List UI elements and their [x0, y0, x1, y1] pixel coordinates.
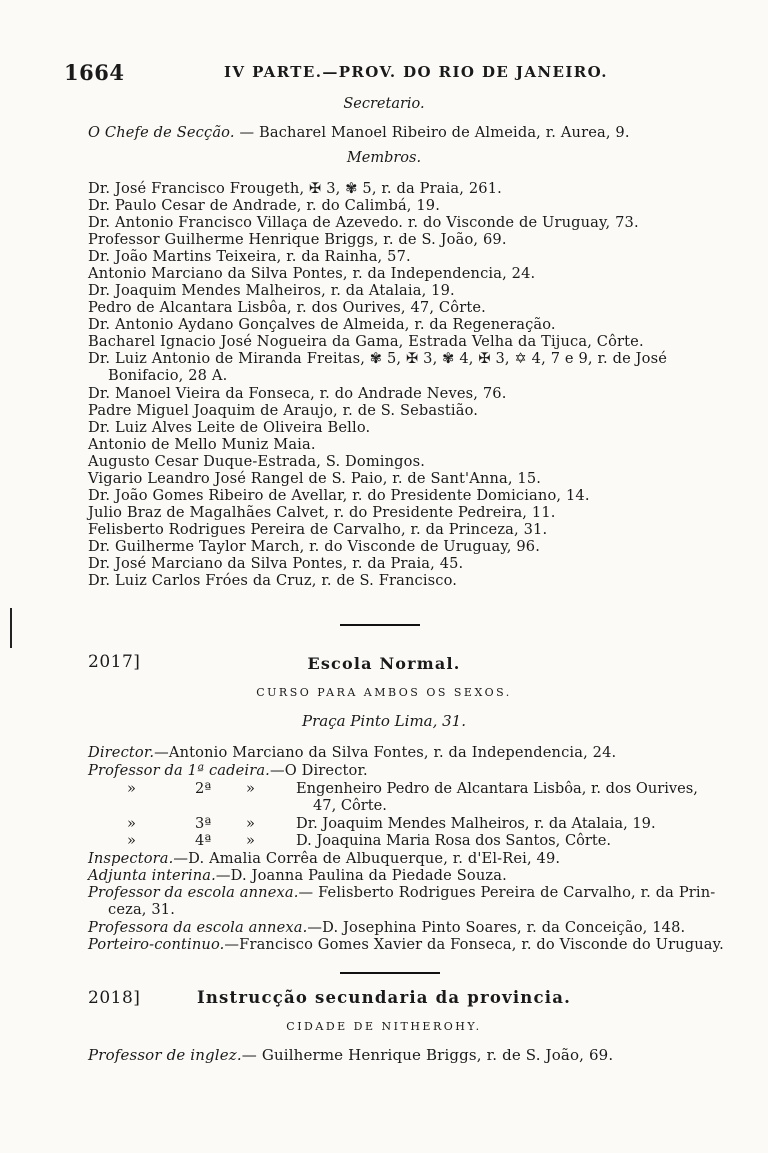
professor-4-ordinal: 4ª [195, 832, 212, 849]
list-item: Felisberto Rodrigues Pereira de Carvalho, r. da Princeza, 31. [88, 521, 548, 538]
page-number: 1664 [64, 60, 125, 85]
list-item: Augusto Cesar Duque-Estrada, S. Domingos. [88, 453, 426, 470]
ditto-mark: » [127, 815, 136, 832]
professor-annexa-text: — Felisberto Rodrigues Pereira de Carvalho, r. da Prin- [298, 884, 716, 901]
chefe-label: O Chefe de Secção. [88, 124, 235, 141]
section-subtitle: CURSO PARA AMBOS OS SEXOS. [256, 686, 512, 699]
list-item: Dr. Guilherme Taylor March, r. do Visconde de Uruguay, 96. [88, 538, 541, 555]
section-title: Instrucção secundaria da provincia. [196, 988, 572, 1007]
inspectora-line [88, 850, 560, 868]
section-subtitle: CIDADE DE NITHEROHY. [286, 1020, 482, 1033]
professora-line [88, 919, 685, 937]
adjunta-text: —D. Joanna Paulina da Piedade Souza. [215, 867, 507, 884]
ditto-mark: » [127, 832, 136, 849]
section-number: 2018] [88, 988, 141, 1008]
list-item: Dr. Luiz Alves Leite de Oliveira Bello. [88, 419, 371, 436]
professor-1-text: —O Director. [269, 762, 368, 779]
porteiro-text: —Francisco Gomes Xavier da Fonseca, r. do Visconde do Uruguay. [224, 936, 724, 953]
margin-mark [10, 608, 12, 648]
running-header: IV PARTE.—PROV. DO RIO DE JANEIRO. [224, 63, 608, 81]
list-item: Dr. Paulo Cesar de Andrade, r. do Calimbá, 19. [88, 197, 441, 214]
list-item: Dr. Joaquim Mendes Malheiros, r. da Atalaia, 19. [88, 282, 455, 299]
ditto-mark: » [246, 780, 255, 797]
professor-annexa-line [88, 884, 715, 902]
list-item: Antonio Marciano da Silva Pontes, r. da Independencia, 24. [88, 265, 536, 282]
professor-inglez-label: Professor de inglez. [88, 1046, 242, 1064]
list-item: Dr. Luiz Antonio de Miranda Freitas, ✾ 5, ✠ 3, ✾ 4, ✠ 3, ✡ 4, 7 e 9, r. de José [88, 350, 668, 367]
inspectora-text: —D. Amalia Corrêa de Albuquerque, r. d'El-Rei, 49. [173, 850, 561, 867]
chefe-text: — Bacharel Manoel Ribeiro de Almeida, r. Aurea, 9. [234, 124, 630, 141]
professor-1-label: Professor da 1ª cadeira. [88, 762, 270, 779]
professor-inglez-line [88, 1046, 613, 1064]
section-number: 2017] [88, 652, 141, 672]
chefe-line [88, 124, 630, 142]
list-item: Dr. João Martins Teixeira, r. da Rainha, 57. [88, 248, 411, 265]
list-item: Vigario Leandro José Rangel de S. Paio, r. de Sant'Anna, 15. [88, 470, 542, 487]
professor-annexa-label: Professor da escola annexa. [88, 884, 299, 901]
list-item: Dr. João Gomes Ribeiro de Avellar, r. do Presidente Domiciano, 14. [88, 487, 590, 504]
director-text: —Antonio Marciano da Silva Fontes, r. da Independencia, 24. [154, 744, 617, 761]
section-divider [340, 624, 420, 626]
list-item: Padre Miguel Joaquim de Araujo, r. de S. Sebastião. [88, 402, 479, 419]
professora-text: —D. Josephina Pinto Soares, r. da Conceição, 148. [307, 919, 686, 936]
director-line [88, 744, 616, 762]
list-item: Bacharel Ignacio José Nogueira da Gama, Estrada Velha da Tijuca, Côrte. [88, 333, 644, 350]
porteiro-line [88, 936, 724, 954]
section-address: Praça Pinto Lima, 31. [301, 712, 466, 730]
ditto-mark: » [246, 815, 255, 832]
ditto-mark: » [246, 832, 255, 849]
secretario-heading: Secretario. [343, 96, 425, 112]
professor-4-text: D. Joaquina Maria Rosa dos Santos, Côrte. [296, 832, 612, 849]
professor-2-continuation: 47, Côrte. [313, 797, 387, 814]
list-item: Dr. Antonio Aydano Gonçalves de Almeida, r. da Regeneração. [88, 316, 556, 333]
list-item: Professor Guilherme Henrique Briggs, r. de S. João, 69. [88, 231, 507, 248]
list-item: Dr. José Marciano da Silva Pontes, r. da Praia, 45. [88, 555, 464, 572]
list-item-continuation: Bonifacio, 28 A. [108, 367, 228, 384]
professor-annexa-continuation: ceza, 31. [108, 901, 176, 918]
list-item: Dr. Luiz Carlos Fróes da Cruz, r. de S. Francisco. [88, 572, 458, 589]
ditto-mark: » [127, 780, 136, 797]
professor-3-ordinal: 3ª [195, 815, 212, 832]
list-item: Dr. Antonio Francisco Villaça de Azevedo. r. do Visconde de Uruguay, 73. [88, 214, 639, 231]
list-item: Antonio de Mello Muniz Maia. [88, 436, 316, 453]
director-label: Director. [88, 744, 155, 761]
professor-2-ordinal: 2ª [195, 780, 212, 797]
list-item: Dr. Manoel Vieira da Fonseca, r. do Andrade Neves, 76. [88, 385, 507, 402]
professor-2-text: Engenheiro Pedro de Alcantara Lisbôa, r. dos Ourives, [296, 780, 698, 797]
professor-3-text: Dr. Joaquim Mendes Malheiros, r. da Atalaia, 19. [296, 815, 656, 832]
adjunta-label: Adjunta interina. [88, 867, 216, 884]
membros-heading: Membros. [346, 150, 422, 166]
professor-1-line [88, 762, 368, 780]
list-item: Dr. José Francisco Frougeth, ✠ 3, ✾ 5, r. da Praia, 261. [88, 180, 502, 197]
adjunta-line [88, 867, 507, 885]
professora-label: Professora da escola annexa. [88, 919, 308, 936]
list-item: Pedro de Alcantara Lisbôa, r. dos Ourives, 47, Côrte. [88, 299, 486, 316]
professor-inglez-text: — Guilherme Henrique Briggs, r. de S. João, 69. [241, 1046, 614, 1064]
inspectora-label: Inspectora. [88, 850, 174, 867]
section-title: Escola Normal. [307, 654, 461, 673]
section-divider [340, 972, 440, 974]
porteiro-label: Porteiro-continuo. [88, 936, 225, 953]
list-item: Julio Braz de Magalhães Calvet, r. do Presidente Pedreira, 11. [88, 504, 556, 521]
